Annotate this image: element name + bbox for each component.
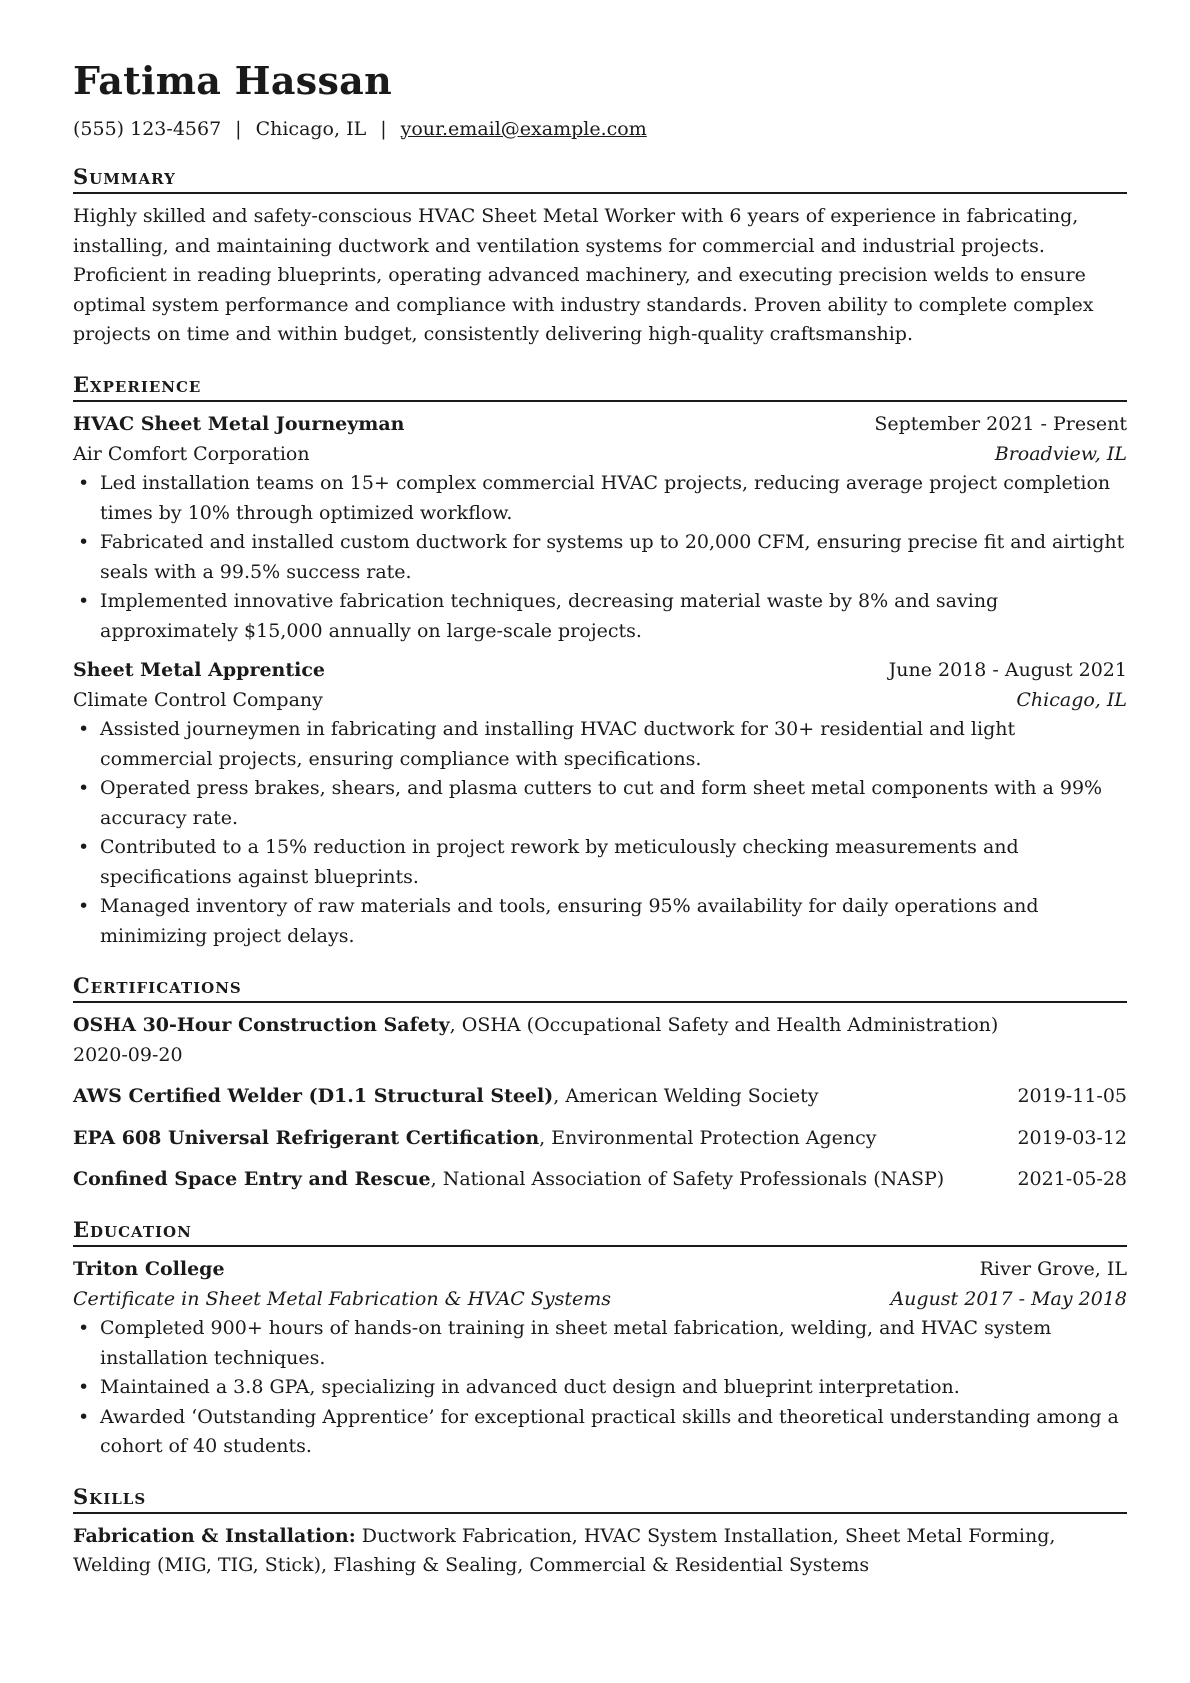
bullet-item: • Maintained a 3.8 GPA, specializing in advanced duct design and blueprint interpretation. (100, 1373, 1127, 1403)
skills-section (73, 1484, 1127, 1581)
phone: (555) 123-4567 (73, 117, 222, 140)
job-bullets (73, 715, 1127, 951)
bullet-item: • Implemented innovative fabrication techniques, decreasing material waste by 8% and saving approximately $15,000 annually on large-scale projects. (100, 587, 1127, 646)
cert-date: 2020-09-20 (73, 1043, 183, 1066)
summary-section (73, 164, 1127, 350)
job-role: HVAC Sheet Metal Journeyman (73, 413, 405, 436)
certification-entry: OSHA 30-Hour Construction Safety, OSHA (Occupational Safety and Health Administration) 2020-09-20 (73, 1011, 1127, 1070)
cert-name: OSHA 30-Hour Construction Safety (73, 1014, 450, 1037)
job-company: Air Comfort Corporation (73, 442, 310, 465)
job-entry (73, 410, 1127, 646)
job-dates: June 2018 - August 2021 (888, 659, 1127, 682)
summary-text: Highly skilled and safety-conscious HVAC Sheet Metal Worker with 6 years of experience in fabricating, installing, and maintaining ductwork and ventilation systems for commercial and industrial projects. Proficient in reading blueprints, operating advanced machinery, and executing precision welds to ensure optimal system performance and compliance with industry standards. Proven ability to complete complex projects on time and within budget, consistently delivering high-quality craftsmanship. (73, 205, 1094, 346)
school-location: River Grove, IL (979, 1258, 1127, 1281)
cert-date: 2019-11-05 (1017, 1085, 1127, 1108)
job-entry (73, 656, 1127, 951)
bullet-item: • Completed 900+ hours of hands-on training in sheet metal fabrication, welding, and HVAC system installation techniques. (100, 1314, 1127, 1373)
contact-separator: | (380, 117, 387, 140)
cert-name: AWS Certified Welder (D1.1 Structural Steel) (73, 1085, 554, 1108)
job-location: Broadview, IL (994, 442, 1127, 465)
section-title-certifications: Certifications (73, 973, 1127, 1003)
job-dates: September 2021 - Present (874, 413, 1127, 436)
section-title-summary: Summary (73, 164, 1127, 194)
contact-separator: | (235, 117, 242, 140)
certification-entry: AWS Certified Welder (D1.1 Structural Steel), American Welding Society 2019-11-05 (73, 1082, 1127, 1112)
cert-issuer: Environmental Protection Agency (551, 1126, 877, 1149)
certification-entry: Confined Space Entry and Rescue, National Association of Safety Professionals (NASP) 2021-05-28 (73, 1165, 1127, 1195)
location: Chicago, IL (255, 117, 367, 140)
degree: Certificate in Sheet Metal Fabrication & HVAC Systems (73, 1287, 612, 1310)
contact-line (73, 116, 1127, 143)
cert-issuer: American Welding Society (565, 1085, 819, 1108)
resume-page (73, 58, 1127, 1581)
section-title-experience: Experience (73, 372, 1127, 402)
cert-name: EPA 608 Universal Refrigerant Certification (73, 1126, 540, 1149)
job-role: Sheet Metal Apprentice (73, 659, 326, 682)
job-company: Climate Control Company (73, 688, 323, 711)
bullet-item: • Awarded ‘Outstanding Apprentice’ for exceptional practical skills and theoretical understanding among a cohort of 40 students. (100, 1403, 1127, 1462)
cert-date: 2019-03-12 (1017, 1126, 1127, 1149)
candidate-name: Fatima Hassan (73, 58, 393, 103)
cert-issuer: National Association of Safety Professionals (NASP) (442, 1168, 945, 1191)
bullet-item: • Fabricated and installed custom ductwork for systems up to 20,000 CFM, ensuring precise fit and airtight seals with a 99.5% success rate. (100, 528, 1127, 587)
school-name: Triton College (73, 1258, 225, 1281)
job-location: Chicago, IL (1016, 688, 1127, 711)
skills-line (73, 1522, 1127, 1581)
certifications-section (73, 973, 1127, 1195)
bullet-item: • Assisted journeymen in fabricating and installing HVAC ductwork for 30+ residential and light commercial projects, ensuring compliance with specifications. (100, 715, 1127, 774)
cert-issuer: OSHA (Occupational Safety and Health Administration) (461, 1014, 999, 1037)
skills-label: Fabrication & Installation: (73, 1524, 356, 1547)
certification-entry: EPA 608 Universal Refrigerant Certification, Environmental Protection Agency 2019-03-12 (73, 1124, 1127, 1154)
bullet-item: • Operated press brakes, shears, and plasma cutters to cut and form sheet metal components with a 99% accuracy rate. (100, 774, 1127, 833)
email-link[interactable]: your.email@example.com (400, 117, 647, 140)
education-dates: August 2017 - May 2018 (890, 1287, 1127, 1310)
section-title-skills: Skills (73, 1484, 1127, 1514)
cert-name: Confined Space Entry and Rescue (73, 1168, 431, 1191)
job-bullets (73, 469, 1127, 646)
education-section (73, 1217, 1127, 1462)
bullet-item: • Led installation teams on 15+ complex commercial HVAC projects, reducing average project completion times by 10% through optimized workflow. (100, 469, 1127, 528)
section-title-education: Education (73, 1217, 1127, 1247)
skills-text: Ductwork Fabrication, HVAC System Installation, Sheet Metal Forming, Welding (MIG, TIG, Stick), Flashing & Sealing, Commercial & Residential Systems (73, 1524, 1056, 1577)
bullet-item: • Contributed to a 15% reduction in project rework by meticulously checking measurements and specifications against blueprints. (100, 833, 1127, 892)
bullet-item: • Managed inventory of raw materials and tools, ensuring 95% availability for daily operations and minimizing project delays. (100, 892, 1127, 951)
cert-date: 2021-05-28 (1017, 1168, 1127, 1191)
education-bullets (73, 1314, 1127, 1462)
experience-section (73, 372, 1127, 951)
